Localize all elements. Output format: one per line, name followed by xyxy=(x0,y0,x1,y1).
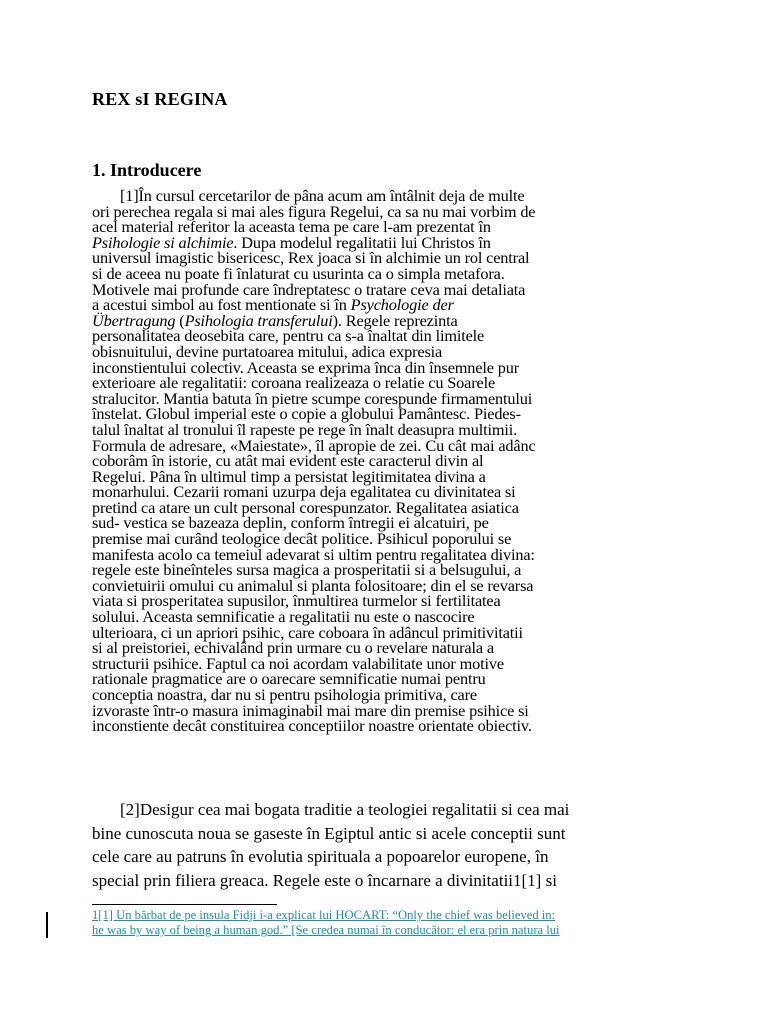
text-line: bine cunoscuta noua se gaseste în Egiptul antic si acele conceptii sunt xyxy=(92,823,566,843)
text-line: Regelui. Pâna în ultimul timp a persistat legitimitatea divina a xyxy=(92,466,486,486)
text-line: convietuirii omului cu animalul si planta folositoare; din el se revarsa xyxy=(92,575,534,595)
footnote-separator xyxy=(92,904,277,905)
text-line: obisnuitului, devine purtatoarea mitului, adica expresia xyxy=(92,341,443,361)
text-line: înstelat. Globul imperial este o copie a globului Pamântesc. Piedes- xyxy=(92,404,521,424)
text-line: stralucitor. Mantia batuta în pietre scumpe corespunde firmamentului xyxy=(92,388,533,408)
paragraph-1 xyxy=(92,188,678,734)
text-line: Formula de adresare, «Maiestate», îl apropie de zei. Cu cât mai adânc xyxy=(92,435,536,455)
text-line: cele care au patruns în evolutia spirituala a popoarelor europene, în xyxy=(92,847,549,867)
text-line: [1]În cursul cercetarilor de pâna acum am întâlnit deja de multe xyxy=(120,186,525,205)
text-line: exterioare ale regalitatii: coroana realizeaza o relatie cu Soarele xyxy=(92,373,496,393)
text-line: [2]Desigur cea mai bogata traditie a teologiei regalitatii si cea mai xyxy=(120,800,570,819)
text-line: solului. Aceasta semnificatie a regalitatii nu este o nascocire xyxy=(92,607,475,627)
text-line: talul înaltat al tronului îl rapeste pe rege în înalt deasupra multimii. xyxy=(92,419,518,439)
text-line: acel material referitor la aceasta tema pe care l-am prezentat în xyxy=(92,217,491,237)
section-heading: 1. Introducere xyxy=(92,160,202,180)
text-line: coborâm în istorie, cu atât mai evident este caracterul divin al xyxy=(92,451,484,471)
book-title-italic: Übertragung xyxy=(92,310,176,330)
footnote-link-line[interactable]: he was by way of being a human god.” [Se credea numai în conducător: el era prin natura lui xyxy=(92,923,560,937)
text-line: Übertragung (Psihologia transferului). Regele reprezinta xyxy=(92,310,458,330)
text-line: Psihologie si alchimie. Dupa modelul regalitatii lui Christos în xyxy=(92,232,491,252)
footnote-link-line[interactable]: 1[1] Un bărbat de pe insula Fidji i-a explicat lui HOCART: “Only the chief was believed in: xyxy=(92,908,556,922)
text-line: pretind ca atare un cult personal corespunzator. Regalitatea asiatica xyxy=(92,497,519,517)
text-line: sud- vestica se bazeaza deplin, conform întregii ei alcatuiri, pe xyxy=(92,513,489,533)
text-line: premise mai curând teologice decât politice. Psihicul poporului se xyxy=(92,529,512,549)
footnote[interactable] xyxy=(92,908,692,938)
text-line: a acestui simbol au fost mentionate si în Psychologie der xyxy=(92,295,454,315)
text-line: personalitatea deosebita care, pentru ca s-a înaltat din limitele xyxy=(92,326,485,346)
book-title-italic: Psychologie der xyxy=(350,295,454,315)
text-line: si de aceea nu poate fi înlaturat cu usurinta ca o simpla metafora. xyxy=(92,263,505,283)
text-line: viata si prosperitatea supusilor, înmultirea turmelor si fertilitatea xyxy=(92,591,501,611)
text-line: rationale pragmatice are o oarecare semnificatie numai pentru xyxy=(92,669,486,689)
text-line: inconstiente decât constituirea conceptiilor noastre orientate obiectiv. xyxy=(92,716,532,736)
text-line: izvoraste într-o masura inimaginabil mai mare din premise psihice si xyxy=(92,700,529,720)
text-line: ori perechea regala si mai ales figura Regelui, ca sa nu mai vorbim de xyxy=(92,201,536,221)
text-line: structurii psihice. Faptul ca noi acordam valabilitate unor motive xyxy=(92,653,504,673)
book-title-italic: Psihologia transferului xyxy=(184,310,333,330)
text-line: monarhului. Cezarii romani uzurpa deja egalitatea cu divinitatea si xyxy=(92,482,516,502)
document-title: REX sI REGINA xyxy=(92,89,228,109)
paragraph-2 xyxy=(92,798,678,893)
text-line: Motivele mai profunde care îndreptatesc o tratare ceva mai detaliata xyxy=(92,279,526,299)
text-line: conceptia noastra, dar nu si pentru psihologia primitiva, care xyxy=(92,685,477,704)
book-title-italic: Psihologie si alchimie xyxy=(92,232,234,252)
text-line: inconstientului colectiv. Aceasta se exprima înca din însemnele pur xyxy=(92,357,519,377)
text-line: regele este bineînteles sursa magica a prosperitatii si a belsugului, a xyxy=(92,560,522,580)
text-line: special prin filiera greaca. Regele este o încarnare a divinitatii1[1] si xyxy=(92,871,557,891)
text-cursor xyxy=(46,912,48,938)
text-line: si al preistoriei, echivalând prin urmare cu o revelare naturala a xyxy=(92,638,494,658)
text-line: ulterioara, ci un apriori psihic, care coboara în adâncul primitivitatii xyxy=(92,622,523,642)
text-line: universul imagistic bisericesc, Rex joaca si în alchimie un rol central xyxy=(92,248,530,268)
text-line: manifesta acolo ca temeiul adevarat si ultim pentru regalitatea divina: xyxy=(92,544,535,564)
